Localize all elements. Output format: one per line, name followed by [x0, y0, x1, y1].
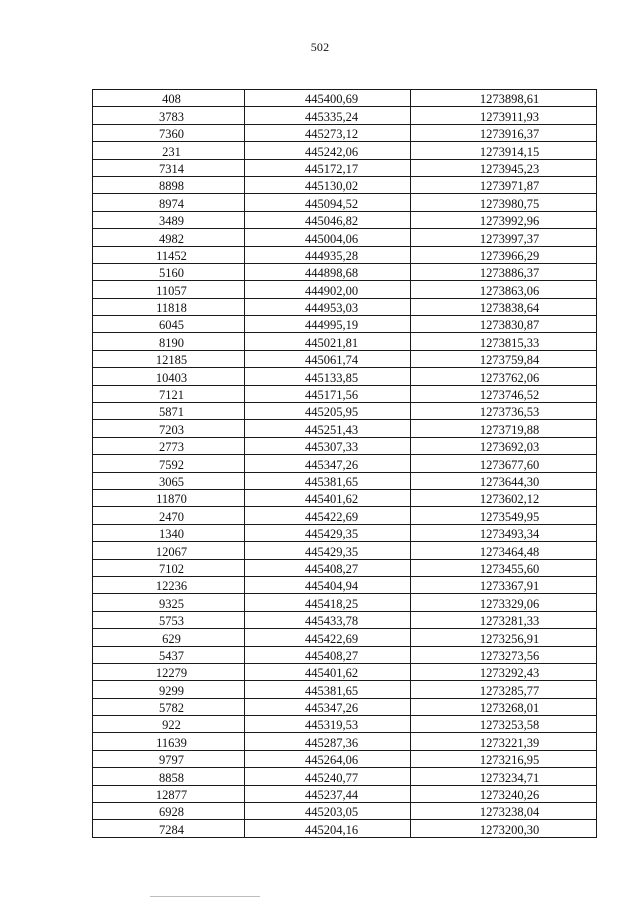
table-row — [93, 107, 597, 124]
table-row — [93, 785, 597, 802]
x-coordinate-cell: 445204,16 — [245, 820, 411, 837]
point-number-cell: 3489 — [93, 211, 245, 228]
table-row — [93, 90, 597, 107]
point-number-cell: 12236 — [93, 576, 245, 593]
point-number-cell: 11818 — [93, 298, 245, 315]
y-coordinate-cell: 1273281,33 — [411, 611, 597, 628]
x-coordinate-cell: 444902,00 — [245, 281, 411, 298]
point-number-cell: 7284 — [93, 820, 245, 837]
x-coordinate-cell: 445171,56 — [245, 385, 411, 402]
table-row — [93, 263, 597, 280]
table-row — [93, 350, 597, 367]
x-coordinate-cell: 445347,26 — [245, 698, 411, 715]
point-number-cell: 2773 — [93, 437, 245, 454]
point-number-cell: 8190 — [93, 333, 245, 350]
table-row — [93, 489, 597, 506]
y-coordinate-cell: 1273945,23 — [411, 159, 597, 176]
y-coordinate-cell: 1273692,03 — [411, 437, 597, 454]
y-coordinate-cell: 1273677,60 — [411, 455, 597, 472]
x-coordinate-cell: 445240,77 — [245, 768, 411, 785]
table-row — [93, 455, 597, 472]
point-number-cell: 6045 — [93, 316, 245, 333]
x-coordinate-cell: 445061,74 — [245, 350, 411, 367]
y-coordinate-cell: 1273980,75 — [411, 194, 597, 211]
point-number-cell: 408 — [93, 90, 245, 107]
x-coordinate-cell: 445046,82 — [245, 211, 411, 228]
table-row — [93, 316, 597, 333]
x-coordinate-cell: 445237,44 — [245, 785, 411, 802]
point-number-cell: 5782 — [93, 698, 245, 715]
x-coordinate-cell: 445335,24 — [245, 107, 411, 124]
y-coordinate-cell: 1273815,33 — [411, 333, 597, 350]
point-number-cell: 7360 — [93, 124, 245, 141]
table-row — [93, 385, 597, 402]
point-number-cell: 2470 — [93, 507, 245, 524]
table-row — [93, 472, 597, 489]
point-number-cell: 5753 — [93, 611, 245, 628]
table-row — [93, 437, 597, 454]
y-coordinate-cell: 1273602,12 — [411, 489, 597, 506]
y-coordinate-cell: 1273838,64 — [411, 298, 597, 315]
y-coordinate-cell: 1273863,06 — [411, 281, 597, 298]
x-coordinate-cell: 445264,06 — [245, 750, 411, 767]
point-number-cell: 6928 — [93, 803, 245, 820]
table-row — [93, 803, 597, 820]
point-number-cell: 11057 — [93, 281, 245, 298]
point-number-cell: 3065 — [93, 472, 245, 489]
y-coordinate-cell: 1273493,34 — [411, 524, 597, 541]
table-row — [93, 507, 597, 524]
x-coordinate-cell: 444953,03 — [245, 298, 411, 315]
table-row — [93, 211, 597, 228]
point-number-cell: 8898 — [93, 176, 245, 193]
point-number-cell: 12067 — [93, 542, 245, 559]
y-coordinate-cell: 1273285,77 — [411, 681, 597, 698]
table-row — [93, 403, 597, 420]
y-coordinate-cell: 1273240,26 — [411, 785, 597, 802]
point-number-cell: 11639 — [93, 733, 245, 750]
point-number-cell: 9325 — [93, 594, 245, 611]
coordinates-table — [92, 89, 597, 838]
y-coordinate-cell: 1273464,48 — [411, 542, 597, 559]
point-number-cell: 7203 — [93, 420, 245, 437]
x-coordinate-cell: 445422,69 — [245, 507, 411, 524]
y-coordinate-cell: 1273997,37 — [411, 229, 597, 246]
y-coordinate-cell: 1273292,43 — [411, 663, 597, 680]
point-number-cell: 3783 — [93, 107, 245, 124]
table-row — [93, 681, 597, 698]
point-number-cell: 1340 — [93, 524, 245, 541]
table-row — [93, 698, 597, 715]
y-coordinate-cell: 1273719,88 — [411, 420, 597, 437]
coordinates-table-body — [93, 90, 597, 838]
x-coordinate-cell: 445404,94 — [245, 576, 411, 593]
x-coordinate-cell: 444995,19 — [245, 316, 411, 333]
point-number-cell: 4982 — [93, 229, 245, 246]
y-coordinate-cell: 1273916,37 — [411, 124, 597, 141]
point-number-cell: 231 — [93, 142, 245, 159]
x-coordinate-cell: 445004,06 — [245, 229, 411, 246]
table-row — [93, 229, 597, 246]
page-number: 502 — [310, 40, 330, 54]
y-coordinate-cell: 1273221,39 — [411, 733, 597, 750]
x-coordinate-cell: 445429,35 — [245, 542, 411, 559]
y-coordinate-cell: 1273253,58 — [411, 716, 597, 733]
x-coordinate-cell: 445319,53 — [245, 716, 411, 733]
point-number-cell: 8858 — [93, 768, 245, 785]
table-row — [93, 298, 597, 315]
y-coordinate-cell: 1273736,53 — [411, 403, 597, 420]
y-coordinate-cell: 1273830,87 — [411, 316, 597, 333]
point-number-cell: 9797 — [93, 750, 245, 767]
y-coordinate-cell: 1273762,06 — [411, 368, 597, 385]
x-coordinate-cell: 445307,33 — [245, 437, 411, 454]
table-row — [93, 820, 597, 837]
table-row — [93, 420, 597, 437]
x-coordinate-cell: 445401,62 — [245, 663, 411, 680]
y-coordinate-cell: 1273549,95 — [411, 507, 597, 524]
table-row — [93, 594, 597, 611]
table-row — [93, 716, 597, 733]
y-coordinate-cell: 1273234,71 — [411, 768, 597, 785]
y-coordinate-cell: 1273746,52 — [411, 385, 597, 402]
x-coordinate-cell: 445242,06 — [245, 142, 411, 159]
point-number-cell: 11870 — [93, 489, 245, 506]
table-row — [93, 124, 597, 141]
point-number-cell: 12279 — [93, 663, 245, 680]
x-coordinate-cell: 444898,68 — [245, 263, 411, 280]
y-coordinate-cell: 1273886,37 — [411, 263, 597, 280]
table-row — [93, 333, 597, 350]
x-coordinate-cell: 445172,17 — [245, 159, 411, 176]
table-row — [93, 768, 597, 785]
x-coordinate-cell: 445203,05 — [245, 803, 411, 820]
x-coordinate-cell: 445422,69 — [245, 629, 411, 646]
x-coordinate-cell: 445429,35 — [245, 524, 411, 541]
table-row — [93, 246, 597, 263]
x-coordinate-cell: 445094,52 — [245, 194, 411, 211]
table-row — [93, 176, 597, 193]
point-number-cell: 5160 — [93, 263, 245, 280]
x-coordinate-cell: 445251,43 — [245, 420, 411, 437]
point-number-cell: 10403 — [93, 368, 245, 385]
x-coordinate-cell: 445408,27 — [245, 646, 411, 663]
point-number-cell: 11452 — [93, 246, 245, 263]
point-number-cell: 12877 — [93, 785, 245, 802]
footer-rule — [150, 896, 260, 897]
y-coordinate-cell: 1273911,93 — [411, 107, 597, 124]
x-coordinate-cell: 445130,02 — [245, 176, 411, 193]
y-coordinate-cell: 1273759,84 — [411, 350, 597, 367]
coordinates-table-container — [92, 89, 596, 838]
x-coordinate-cell: 445381,65 — [245, 472, 411, 489]
point-number-cell: 5871 — [93, 403, 245, 420]
x-coordinate-cell: 445408,27 — [245, 559, 411, 576]
table-row — [93, 542, 597, 559]
y-coordinate-cell: 1273992,96 — [411, 211, 597, 228]
point-number-cell: 7592 — [93, 455, 245, 472]
table-row — [93, 750, 597, 767]
table-row — [93, 368, 597, 385]
y-coordinate-cell: 1273273,56 — [411, 646, 597, 663]
x-coordinate-cell: 444935,28 — [245, 246, 411, 263]
y-coordinate-cell: 1273216,95 — [411, 750, 597, 767]
table-row — [93, 524, 597, 541]
y-coordinate-cell: 1273914,15 — [411, 142, 597, 159]
point-number-cell: 922 — [93, 716, 245, 733]
table-row — [93, 194, 597, 211]
x-coordinate-cell: 445433,78 — [245, 611, 411, 628]
table-row — [93, 559, 597, 576]
y-coordinate-cell: 1273455,60 — [411, 559, 597, 576]
x-coordinate-cell: 445273,12 — [245, 124, 411, 141]
y-coordinate-cell: 1273200,30 — [411, 820, 597, 837]
y-coordinate-cell: 1273367,91 — [411, 576, 597, 593]
point-number-cell: 8974 — [93, 194, 245, 211]
y-coordinate-cell: 1273256,91 — [411, 629, 597, 646]
x-coordinate-cell: 445287,36 — [245, 733, 411, 750]
x-coordinate-cell: 445347,26 — [245, 455, 411, 472]
table-row — [93, 611, 597, 628]
point-number-cell: 7121 — [93, 385, 245, 402]
point-number-cell: 9299 — [93, 681, 245, 698]
y-coordinate-cell: 1273966,29 — [411, 246, 597, 263]
x-coordinate-cell: 445401,62 — [245, 489, 411, 506]
table-row — [93, 281, 597, 298]
y-coordinate-cell: 1273238,04 — [411, 803, 597, 820]
y-coordinate-cell: 1273329,06 — [411, 594, 597, 611]
point-number-cell: 12185 — [93, 350, 245, 367]
x-coordinate-cell: 445400,69 — [245, 90, 411, 107]
y-coordinate-cell: 1273268,01 — [411, 698, 597, 715]
x-coordinate-cell: 445133,85 — [245, 368, 411, 385]
y-coordinate-cell: 1273971,87 — [411, 176, 597, 193]
point-number-cell: 7314 — [93, 159, 245, 176]
table-row — [93, 663, 597, 680]
table-row — [93, 733, 597, 750]
table-row — [93, 576, 597, 593]
point-number-cell: 629 — [93, 629, 245, 646]
x-coordinate-cell: 445021,81 — [245, 333, 411, 350]
x-coordinate-cell: 445205,95 — [245, 403, 411, 420]
point-number-cell: 7102 — [93, 559, 245, 576]
point-number-cell: 5437 — [93, 646, 245, 663]
x-coordinate-cell: 445418,25 — [245, 594, 411, 611]
table-row — [93, 646, 597, 663]
x-coordinate-cell: 445381,65 — [245, 681, 411, 698]
table-row — [93, 159, 597, 176]
table-row — [93, 142, 597, 159]
table-row — [93, 629, 597, 646]
y-coordinate-cell: 1273644,30 — [411, 472, 597, 489]
y-coordinate-cell: 1273898,61 — [411, 90, 597, 107]
